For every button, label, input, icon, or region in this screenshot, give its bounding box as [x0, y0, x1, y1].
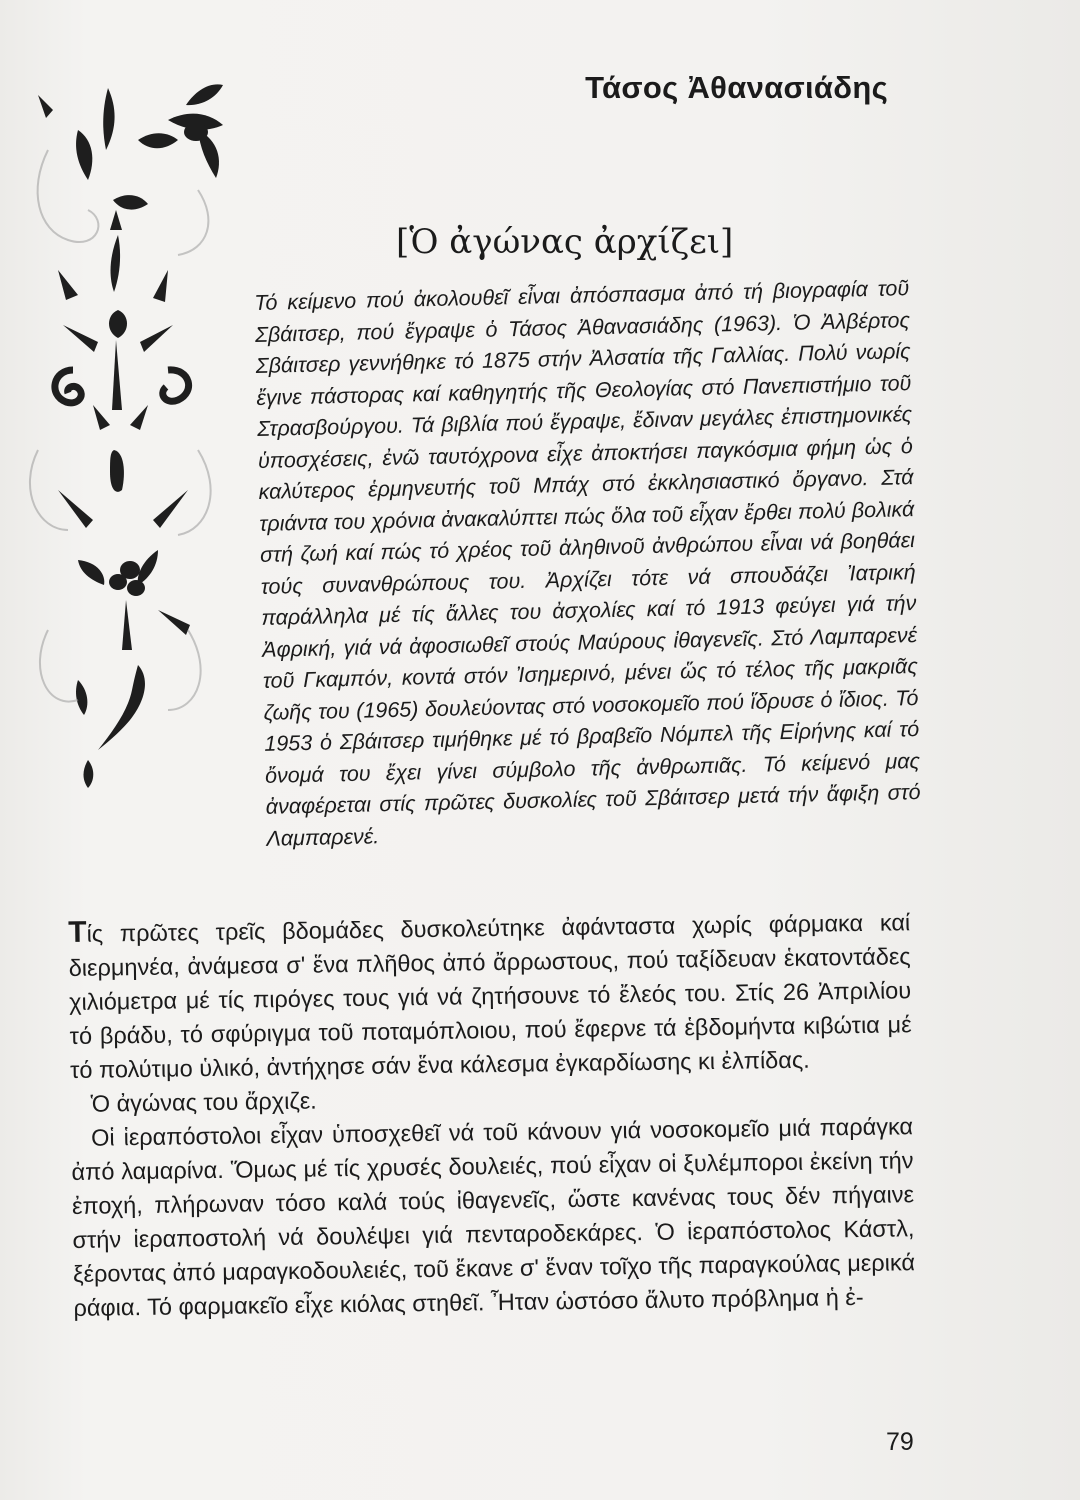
page-number: 79: [886, 1428, 914, 1456]
paragraph-3: Οἱ ἱεραπόστολοι εἶχαν ὑποσχεθεῖ νά τοῦ κάνουν γιά νοσοκομεῖο μιά παράγκα ἀπό λαμαρίνα. Ὅμως μέ τίς χρυσές δουλειές, πού εἶχαν οἱ ξυλέμποροι ἐκείνη τήν ἐποχή, πλήρωναν τόσο καλά τούς ἰθαγενεῖς, ὥστε κανένας τους δέν πήγαινε στήν ἱεραποστολή νά δουλέψει γιά πενταροδεκάρες. Ὁ ἱεραπόστολος Κάστλ, ξέροντας ἀπό μαραγκοδουλειές, τοῦ ἔκανε σ' ἕναν τοῖχο τῆς παραγκούλας μερικά ράφια. Τό φαρμακεῖο εἶχε κιόλας στηθεῖ. Ἦταν ὡστόσο ἄλυτο πρόβλημα ἡ ἐ-: [71, 1113, 916, 1321]
paragraph-2: Ὁ ἀγώνας του ἄρχιζε.: [90, 1087, 317, 1117]
dropcap: Τ: [68, 915, 87, 949]
main-text: [68, 904, 916, 1325]
paragraph-1-text: ίς πρῶτες τρεῖς βδομάδες δυσκολεύτηκε ἀφάνταστα χωρίς φάρμακα καί διερμηνέα, ἀνάμεσα σ' ἕνα πλῆθος ἀπό ἄρρωστους, πού ταξίδευαν ἑκατοντάδες χιλιόμετρα μέ τίς πιρόγες τους γιά νά ζητήσουνε τό ἔλεός του. Στίς 26 Ἀπριλίου τό βράδυ, τό σφύριγμα τοῦ ποταμόπλοιου, πού ἔφερνε τά ἑβδομήντα κιβώτια μέ τό πολύτιμο ὑλικό, ἀντήχησε σάν ἕνα κάλεσμα ἐγκαρδίωσης κι ἐλπίδας.: [68, 909, 912, 1083]
paragraph-1: [68, 904, 912, 1087]
author-name: Τάσος Ἀθανασιάδης: [585, 70, 888, 105]
chapter-title: [Ὁ ἀγώνας ἀρχίζει]: [396, 222, 734, 262]
floral-ornament: [18, 70, 228, 790]
intro-paragraph: Τό κείμενο πού ἀκολουθεῖ εἶναι ἀπόσπασμα ἀπό τή βιογραφία τοῦ Σβάιτσερ, πού ἔγραψε ὁ Τάσος Ἀθανασιάδης (1963). Ὁ Ἀλβέρτος Σβάιτσερ γεννήθηκε τό 1875 στήν Ἀλσατία τῆς Γαλλίας. Πολύ νωρίς ἔγινε πάστορας καί καθηγητής τῆς Θεολογίας στό Πανεπιστήμιο τοῦ Στρασβούργου. Τά βιβλία πού ἔγραψε, ἔδιναν μεγάλες ἐπιστημονικές ὑποσχέσεις, ἐνῶ ταυτόχρονα εἶχε ἀποκτήσει παγκόσμια φήμη ὡς ὁ καλύτερος ἑρμηνευτής τοῦ Μπάχ στό ἐκκλησιαστικό ὄργανο. Στά τριάντα του χρόνια ἀνακαλύπτει πώς ὅλα τοῦ εἶχαν ἔρθει πολύ βολικά στή ζωή καί πώς τό χρέος τοῦ ἀληθινοῦ ἀνθρώπου εἶναι νά βοηθάει τούς συνανθρώπους του. Ἀρχίζει τότε νά σπουδάζει Ἰατρική παράλληλα μέ τίς ἄλλες του ἀσχολίες καί τό 1913 φεύγει γιά τήν Ἀφρική, γιά νά ἀφοσιωθεῖ στούς Μαύρους ἰθαγενεῖς. Στό Λαμπαρενέ τοῦ Γκαμπόν, κοντά στόν Ἰσημερινό, μένει ὥς τό τέλος τῆς μακριᾶς ζωῆς του (1965) δουλεύοντας στό νοσοκομεῖο πού ἵδρυσε ὁ ἴδιος. Τό 1953 ὁ Σβάιτσερ τιμήθηκε μέ τό βραβεῖο Νόμπελ τῆς Εἰρήνης καί τό ὄνομά του ἔχει γίνει σύμβολο τῆς ἀνθρωπιᾶς. Τό κείμενό μας ἀναφέρεται στίς πρῶτες δυσκολίες τοῦ Σβάιτσερ μετά τήν ἄφιξη στό Λαμπαρενέ.: [254, 276, 921, 851]
